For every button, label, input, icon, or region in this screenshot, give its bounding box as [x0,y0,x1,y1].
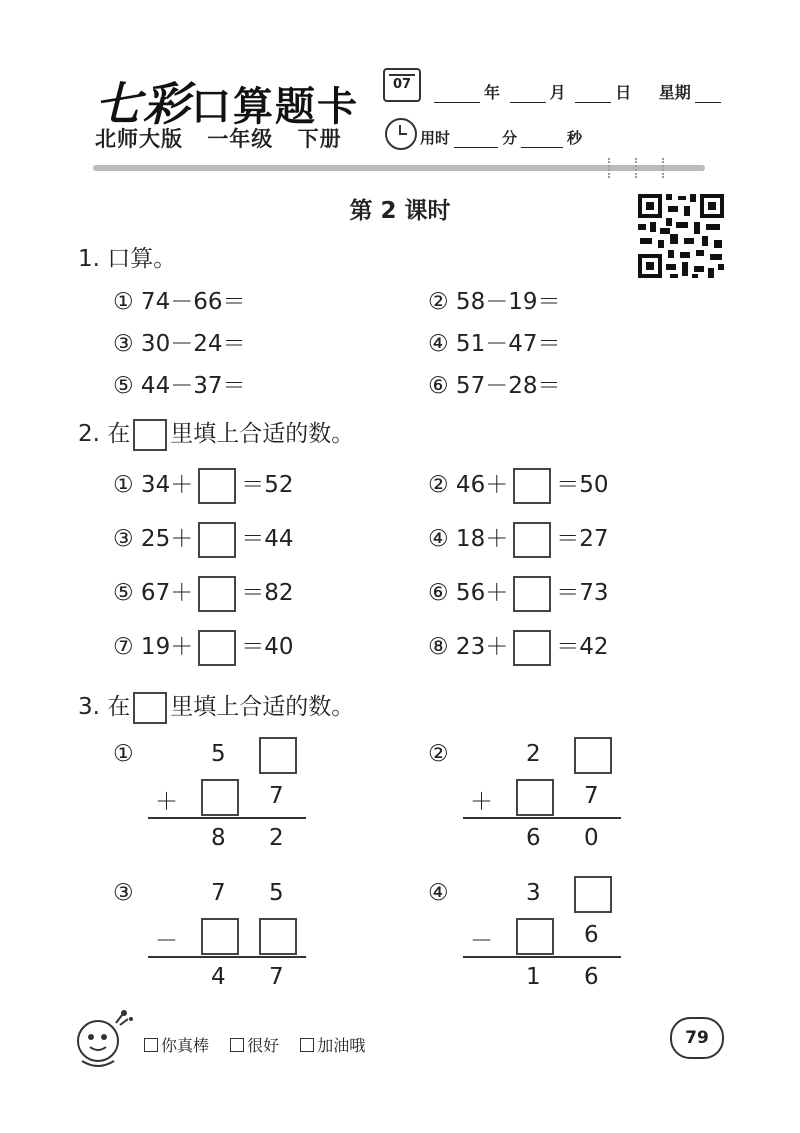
q2-item-5-left: ⑤ 67＋ [113,580,194,606]
p1-result-ones: 2 [269,825,284,851]
answer-box[interactable] [513,576,551,612]
minutes-label: 分 [502,129,518,147]
p4-underline [463,956,621,958]
time-label: 用时 [420,129,451,147]
p1-result-tens: 8 [211,825,226,851]
p3-top-ones: 5 [269,880,284,906]
day-label: 日 [615,83,632,102]
p1-number: ① [113,741,134,767]
p3-number: ③ [113,880,134,906]
q2-item-2 [428,466,608,504]
q2-item-5-right: ＝82 [241,580,294,606]
answer-box[interactable] [516,918,554,955]
p2-result-tens: 6 [526,825,541,851]
q2-item-6 [428,574,608,612]
p4-result-ones: 6 [584,964,599,990]
answer-box[interactable] [513,630,551,666]
q1-title: 1. 口算。 [78,246,177,272]
day-blank[interactable] [575,102,611,103]
grade: 一年级 [207,127,274,151]
clock-icon [385,118,417,150]
q2-item-7-left: ⑦ 19＋ [113,634,194,660]
answer-box[interactable] [259,918,297,955]
answer-box[interactable] [198,522,236,558]
q2-item-8 [428,628,608,666]
time-line [420,127,582,148]
p3-result-ones: 7 [269,964,284,990]
edition-line [95,123,342,153]
qr-code-icon [636,192,726,280]
answer-box-sample [133,419,167,451]
q2-item-2-left: ② 46＋ [428,472,509,498]
answer-box[interactable] [198,468,236,504]
rating-great[interactable] [144,1036,209,1055]
answer-box[interactable] [574,876,612,913]
q1-item-3: ③ 30－24＝ [113,331,246,357]
p2-number: ② [428,741,449,767]
p2-result-ones: 0 [584,825,599,851]
q1-item-5: ⑤ 44－37＝ [113,373,246,399]
checkbox-icon [230,1038,244,1052]
p3-result-tens: 4 [211,964,226,990]
volume: 下册 [297,127,342,151]
q3-title-before: 3. 在 [78,694,131,720]
year-blank[interactable] [434,102,480,103]
q2-item-3-right: ＝44 [241,526,294,552]
p4-number: ④ [428,880,449,906]
q2-item-5 [113,574,293,612]
q2-item-3 [113,520,293,558]
answer-box-sample [133,692,167,724]
q2-item-3-left: ③ 25＋ [113,526,194,552]
answer-box[interactable] [198,576,236,612]
pin-decoration [635,158,643,178]
p1-top-tens: 5 [211,741,226,767]
q2-item-7-right: ＝40 [241,634,294,660]
seconds-label: 秒 [567,129,583,147]
q2-title [78,415,354,451]
rating-options [144,1033,365,1056]
mascot-icon [68,1005,138,1073]
p4-operator: － [470,928,493,954]
q3-title [78,688,354,724]
answer-box[interactable] [201,779,239,816]
q2-item-4 [428,520,608,558]
answer-box[interactable] [259,737,297,774]
year-label: 年 [484,83,501,102]
p4-top-tens: 3 [526,880,541,906]
p2-bottom-ones: 7 [584,783,599,809]
edition: 北师大版 [95,127,183,151]
minutes-blank[interactable] [454,147,498,148]
answer-box[interactable] [513,468,551,504]
p3-operator: － [155,928,178,954]
brand-first: 七彩 [95,77,191,131]
seconds-blank[interactable] [521,147,563,148]
q2-title-before: 2. 在 [78,421,131,447]
q2-item-6-left: ⑥ 56＋ [428,580,509,606]
q2-item-6-right: ＝73 [556,580,609,606]
p2-underline [463,817,621,819]
pin-decoration [662,158,670,178]
rating-good-label: 很好 [247,1036,280,1055]
p1-bottom-ones: 7 [269,783,284,809]
q3-title-after: 里填上合适的数。 [170,694,355,720]
answer-box[interactable] [513,522,551,558]
q2-item-1 [113,466,293,504]
p4-bottom-ones: 6 [584,922,599,948]
pin-decoration [608,158,616,178]
q2-item-1-right: ＝52 [241,472,294,498]
month-blank[interactable] [510,102,546,103]
date-line [430,80,725,103]
q1-item-6: ⑥ 57－28＝ [428,373,561,399]
q1-item-1: ① 74－66＝ [113,289,246,315]
page-number: 79 [670,1017,724,1059]
lesson-title: 第 2 课时 [349,198,451,224]
calendar-day: 07 [392,77,412,92]
weekday-blank[interactable] [695,102,721,103]
month-label: 月 [549,83,566,102]
rating-keep-going-label: 加油哦 [317,1036,366,1055]
q2-item-4-left: ④ 18＋ [428,526,509,552]
q2-item-7 [113,628,293,666]
calendar-icon [383,68,421,102]
p1-underline [148,817,306,819]
rating-keep-going[interactable] [300,1036,365,1055]
p2-top-tens: 2 [526,741,541,767]
q2-item-8-right: ＝42 [556,634,609,660]
answer-box[interactable] [574,737,612,774]
checkbox-icon [300,1038,314,1052]
weekday-label: 星期 [658,83,691,102]
p3-underline [148,956,306,958]
q2-item-1-left: ① 34＋ [113,472,194,498]
q2-item-8-left: ⑧ 23＋ [428,634,509,660]
q1-item-2: ② 58－19＝ [428,289,561,315]
p1-operator: ＋ [155,789,178,815]
rating-great-label: 你真棒 [161,1036,210,1055]
p2-operator: ＋ [470,789,493,815]
q1-item-4: ④ 51－47＝ [428,331,561,357]
q2-item-2-right: ＝50 [556,472,609,498]
brand-rest: 口算题卡 [191,83,359,130]
q2-item-4-right: ＝27 [556,526,609,552]
rating-good[interactable] [230,1036,279,1055]
checkbox-icon [144,1038,158,1052]
q2-title-after: 里填上合适的数。 [170,421,355,447]
answer-box[interactable] [201,918,239,955]
answer-box[interactable] [516,779,554,816]
p4-result-tens: 1 [526,964,541,990]
p3-top-tens: 7 [211,880,226,906]
answer-box[interactable] [198,630,236,666]
